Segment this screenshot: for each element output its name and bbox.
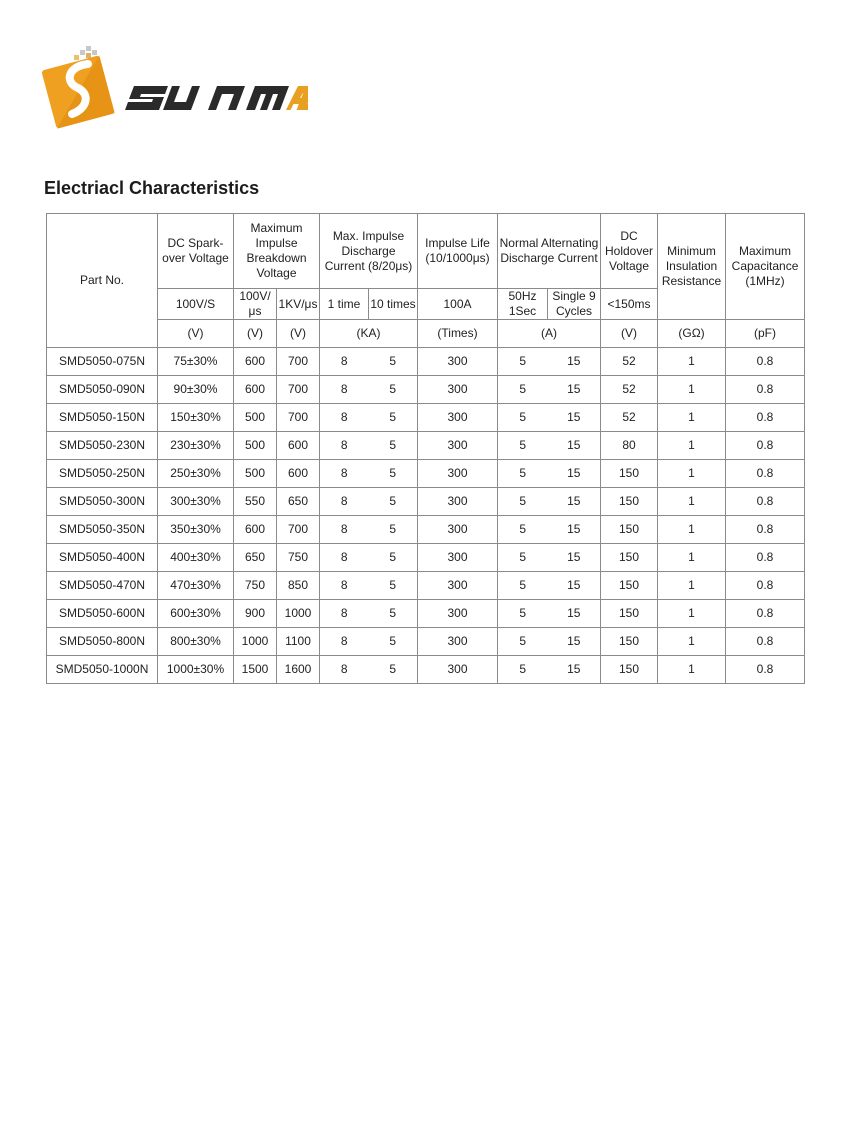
- cell-breakdown-a: 750: [234, 572, 277, 600]
- unit-impulse-life: (Times): [418, 320, 498, 348]
- cell-discharge-b: 5: [369, 488, 418, 516]
- cell-ac-a: 5: [498, 376, 548, 404]
- cell-breakdown-a: 900: [234, 600, 277, 628]
- cell-insulation: 1: [658, 460, 726, 488]
- cell-impulse-life: 300: [418, 628, 498, 656]
- cell-ac-a: 5: [498, 432, 548, 460]
- cell-part-no: SMD5050-230N: [47, 432, 158, 460]
- header-min-insulation: Minimum Insulation Resistance: [658, 214, 726, 320]
- cell-dc-spark: 150±30%: [158, 404, 234, 432]
- cell-discharge-b: 5: [369, 432, 418, 460]
- unit-ac: (A): [498, 320, 601, 348]
- cell-capacitance: 0.8: [726, 656, 805, 684]
- cell-insulation: 1: [658, 628, 726, 656]
- cell-dc-spark: 250±30%: [158, 460, 234, 488]
- cell-insulation: 1: [658, 432, 726, 460]
- table-row: [47, 544, 805, 572]
- cell-ac-a: 5: [498, 488, 548, 516]
- cell-breakdown-b: 600: [277, 432, 320, 460]
- cond-impulse-life: 100A: [418, 289, 498, 320]
- cell-dc-spark: 300±30%: [158, 488, 234, 516]
- cell-dc-spark: 400±30%: [158, 544, 234, 572]
- cell-part-no: SMD5050-300N: [47, 488, 158, 516]
- cell-capacitance: 0.8: [726, 376, 805, 404]
- cell-impulse-life: 300: [418, 376, 498, 404]
- cell-insulation: 1: [658, 516, 726, 544]
- cond-breakdown-a: 100V/μs: [234, 289, 277, 320]
- cell-discharge-a: 8: [320, 460, 369, 488]
- cell-ac-b: 15: [548, 404, 601, 432]
- cell-dc-spark: 600±30%: [158, 600, 234, 628]
- unit-discharge: (KA): [320, 320, 418, 348]
- cell-capacitance: 0.8: [726, 516, 805, 544]
- cell-discharge-a: 8: [320, 488, 369, 516]
- cell-part-no: SMD5050-1000N: [47, 656, 158, 684]
- cond-discharge-b: 10 times: [369, 289, 418, 320]
- cell-breakdown-b: 750: [277, 544, 320, 572]
- header-max-capacitance: Maximum Capacitance (1MHz): [726, 214, 805, 320]
- header-part-no: Part No.: [47, 214, 158, 348]
- cell-capacitance: 0.8: [726, 460, 805, 488]
- cell-impulse-life: 300: [418, 348, 498, 376]
- table-row: [47, 432, 805, 460]
- cell-impulse-life: 300: [418, 432, 498, 460]
- cell-dc-spark: 90±30%: [158, 376, 234, 404]
- cell-ac-b: 15: [548, 376, 601, 404]
- cell-impulse-life: 300: [418, 404, 498, 432]
- cell-ac-a: 5: [498, 348, 548, 376]
- cell-ac-a: 5: [498, 404, 548, 432]
- cell-breakdown-b: 700: [277, 348, 320, 376]
- cell-dc-holdover: 150: [601, 544, 658, 572]
- cell-breakdown-b: 600: [277, 460, 320, 488]
- table-row: [47, 404, 805, 432]
- cell-discharge-b: 5: [369, 348, 418, 376]
- cell-dc-holdover: 150: [601, 488, 658, 516]
- sunmate-logo: [38, 44, 308, 134]
- cell-breakdown-a: 600: [234, 516, 277, 544]
- unit-capacitance: (pF): [726, 320, 805, 348]
- table-row: [47, 600, 805, 628]
- cell-breakdown-b: 1000: [277, 600, 320, 628]
- cell-part-no: SMD5050-470N: [47, 572, 158, 600]
- cell-insulation: 1: [658, 656, 726, 684]
- cell-discharge-a: 8: [320, 600, 369, 628]
- cell-discharge-a: 8: [320, 348, 369, 376]
- cell-ac-a: 5: [498, 628, 548, 656]
- cell-impulse-life: 300: [418, 544, 498, 572]
- cell-dc-spark: 75±30%: [158, 348, 234, 376]
- cell-discharge-a: 8: [320, 656, 369, 684]
- cell-capacitance: 0.8: [726, 404, 805, 432]
- cell-dc-holdover: 80: [601, 432, 658, 460]
- cell-capacitance: 0.8: [726, 572, 805, 600]
- cell-discharge-b: 5: [369, 460, 418, 488]
- table-row: [47, 488, 805, 516]
- cond-dc-spark: 100V/S: [158, 289, 234, 320]
- cell-breakdown-a: 600: [234, 376, 277, 404]
- cell-ac-b: 15: [548, 572, 601, 600]
- cell-part-no: SMD5050-600N: [47, 600, 158, 628]
- cell-part-no: SMD5050-800N: [47, 628, 158, 656]
- cell-dc-spark: 350±30%: [158, 516, 234, 544]
- header-dc-holdover: DC Holdover Voltage: [601, 214, 658, 289]
- cell-discharge-b: 5: [369, 376, 418, 404]
- cell-breakdown-a: 500: [234, 432, 277, 460]
- cell-insulation: 1: [658, 544, 726, 572]
- cell-breakdown-a: 1500: [234, 656, 277, 684]
- cell-impulse-life: 300: [418, 572, 498, 600]
- cell-breakdown-a: 650: [234, 544, 277, 572]
- table-row: [47, 656, 805, 684]
- cell-dc-holdover: 52: [601, 404, 658, 432]
- table-body: [47, 348, 805, 684]
- header-dc-spark: DC Spark-over Voltage: [158, 214, 234, 289]
- unit-insulation: (GΩ): [658, 320, 726, 348]
- table-row: [47, 628, 805, 656]
- page-title: Electriacl Characteristics: [44, 178, 260, 198]
- cell-breakdown-a: 1000: [234, 628, 277, 656]
- cell-part-no: SMD5050-250N: [47, 460, 158, 488]
- cond-breakdown-b: 1KV/μs: [277, 289, 320, 320]
- cell-discharge-a: 8: [320, 376, 369, 404]
- table-row: [47, 348, 805, 376]
- cell-ac-b: 15: [548, 432, 601, 460]
- cell-insulation: 1: [658, 404, 726, 432]
- cell-breakdown-a: 600: [234, 348, 277, 376]
- cell-capacitance: 0.8: [726, 600, 805, 628]
- cell-breakdown-a: 550: [234, 488, 277, 516]
- cell-ac-a: 5: [498, 600, 548, 628]
- cell-ac-b: 15: [548, 600, 601, 628]
- unit-breakdown-b: (V): [277, 320, 320, 348]
- cell-impulse-life: 300: [418, 516, 498, 544]
- cell-capacitance: 0.8: [726, 544, 805, 572]
- cell-dc-spark: 800±30%: [158, 628, 234, 656]
- cell-breakdown-a: 500: [234, 460, 277, 488]
- cell-breakdown-b: 1100: [277, 628, 320, 656]
- cell-ac-b: 15: [548, 348, 601, 376]
- cell-discharge-a: 8: [320, 404, 369, 432]
- cond-discharge-a: 1 time: [320, 289, 369, 320]
- cell-part-no: SMD5050-400N: [47, 544, 158, 572]
- cell-capacitance: 0.8: [726, 432, 805, 460]
- cell-dc-holdover: 52: [601, 376, 658, 404]
- cell-discharge-b: 5: [369, 404, 418, 432]
- cell-insulation: 1: [658, 376, 726, 404]
- cell-discharge-a: 8: [320, 432, 369, 460]
- cell-discharge-b: 5: [369, 544, 418, 572]
- cell-insulation: 1: [658, 348, 726, 376]
- table-row: [47, 460, 805, 488]
- cell-discharge-b: 5: [369, 628, 418, 656]
- cell-discharge-b: 5: [369, 516, 418, 544]
- cell-ac-b: 15: [548, 516, 601, 544]
- cell-breakdown-b: 700: [277, 376, 320, 404]
- cell-discharge-b: 5: [369, 572, 418, 600]
- cell-capacitance: 0.8: [726, 628, 805, 656]
- cell-discharge-a: 8: [320, 544, 369, 572]
- cell-dc-holdover: 150: [601, 460, 658, 488]
- cell-capacitance: 0.8: [726, 348, 805, 376]
- table-row: [47, 572, 805, 600]
- cell-capacitance: 0.8: [726, 488, 805, 516]
- cell-insulation: 1: [658, 488, 726, 516]
- cell-part-no: SMD5050-150N: [47, 404, 158, 432]
- cell-ac-b: 15: [548, 460, 601, 488]
- cell-breakdown-b: 700: [277, 516, 320, 544]
- cell-ac-a: 5: [498, 656, 548, 684]
- cell-insulation: 1: [658, 600, 726, 628]
- header-max-impulse-breakdown: Maximum Impulse Breakdown Voltage: [234, 214, 320, 289]
- cell-discharge-b: 5: [369, 600, 418, 628]
- cell-breakdown-b: 650: [277, 488, 320, 516]
- cell-discharge-b: 5: [369, 656, 418, 684]
- cell-impulse-life: 300: [418, 488, 498, 516]
- table-row: [47, 516, 805, 544]
- cell-ac-b: 15: [548, 656, 601, 684]
- cell-breakdown-b: 1600: [277, 656, 320, 684]
- cond-ac-a: 50Hz 1Sec: [498, 289, 548, 320]
- cell-dc-holdover: 150: [601, 656, 658, 684]
- table-row: [47, 376, 805, 404]
- cell-ac-b: 15: [548, 544, 601, 572]
- cell-dc-holdover: 150: [601, 572, 658, 600]
- cell-breakdown-b: 850: [277, 572, 320, 600]
- cell-impulse-life: 300: [418, 656, 498, 684]
- cell-part-no: SMD5050-075N: [47, 348, 158, 376]
- cell-ac-a: 5: [498, 516, 548, 544]
- cell-dc-spark: 1000±30%: [158, 656, 234, 684]
- cell-dc-holdover: 150: [601, 516, 658, 544]
- cell-ac-a: 5: [498, 544, 548, 572]
- cell-impulse-life: 300: [418, 460, 498, 488]
- cell-ac-b: 15: [548, 488, 601, 516]
- header-impulse-life: Impulse Life (10/1000μs): [418, 214, 498, 289]
- cell-discharge-a: 8: [320, 628, 369, 656]
- cell-dc-holdover: 52: [601, 348, 658, 376]
- cond-dc-holdover: <150ms: [601, 289, 658, 320]
- header-normal-ac: Normal Alternating Discharge Current: [498, 214, 601, 289]
- cell-part-no: SMD5050-350N: [47, 516, 158, 544]
- cell-dc-spark: 230±30%: [158, 432, 234, 460]
- header-max-impulse-discharge: Max. Impulse Discharge Current (8/20μs): [320, 214, 418, 289]
- cell-breakdown-b: 700: [277, 404, 320, 432]
- unit-dc-holdover: (V): [601, 320, 658, 348]
- unit-dc-spark: (V): [158, 320, 234, 348]
- cell-discharge-a: 8: [320, 516, 369, 544]
- cell-part-no: SMD5050-090N: [47, 376, 158, 404]
- cell-discharge-a: 8: [320, 572, 369, 600]
- cell-insulation: 1: [658, 572, 726, 600]
- cell-breakdown-a: 500: [234, 404, 277, 432]
- unit-breakdown-a: (V): [234, 320, 277, 348]
- cell-ac-b: 15: [548, 628, 601, 656]
- cond-ac-b: Single 9 Cycles: [548, 289, 601, 320]
- cell-ac-a: 5: [498, 460, 548, 488]
- cell-impulse-life: 300: [418, 600, 498, 628]
- electrical-characteristics-table: [46, 213, 805, 684]
- cell-ac-a: 5: [498, 572, 548, 600]
- cell-dc-holdover: 150: [601, 628, 658, 656]
- cell-dc-holdover: 150: [601, 600, 658, 628]
- cell-dc-spark: 470±30%: [158, 572, 234, 600]
